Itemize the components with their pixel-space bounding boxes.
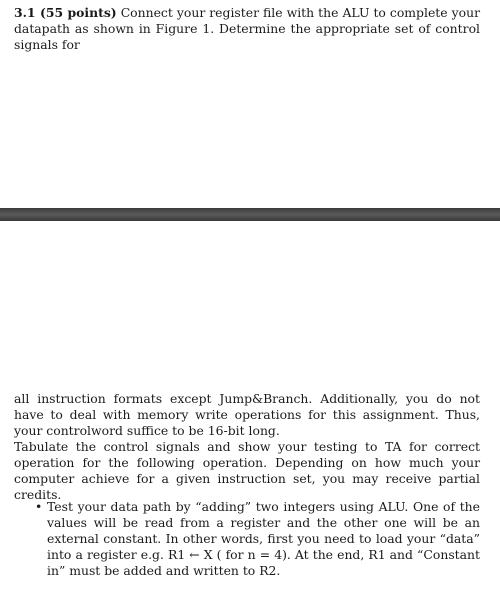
question-continuation-block — [14, 391, 480, 503]
question-tabulate: Tabulate the control signals and show your testing to TA for correct operation for the following operation. Depending on how much your computer achieve for a given instruction set, you may receive partial credits. — [14, 439, 480, 502]
question-intro — [14, 5, 480, 53]
question-intro-text: Connect your register file with the ALU to complete your datapath as shown in Figure 1. Determine the appropriate set of control signals for — [14, 5, 480, 52]
page-divider — [0, 208, 500, 221]
question-continuation: all instruction formats except Jump&Branch. Additionally, you do not have to deal with memory write operations for this assignment. Thus, your controlword suffice to be 16-bit long. — [14, 391, 480, 438]
question-number-points: 3.1 (55 points) — [14, 5, 117, 20]
bullet-list — [14, 499, 480, 579]
bullet-text: Test your data path by “adding” two integers using ALU. One of the values will be read from a register and the other one will be an external constant. In other words, first you need to load your “data” into a register e.g. R1 ← X ( for n = 4). At the end, R1 and “Constant in” must be added and written to R2. — [47, 499, 480, 578]
page-top — [0, 0, 500, 208]
list-item — [14, 499, 480, 579]
bullet-icon: • — [35, 499, 43, 514]
